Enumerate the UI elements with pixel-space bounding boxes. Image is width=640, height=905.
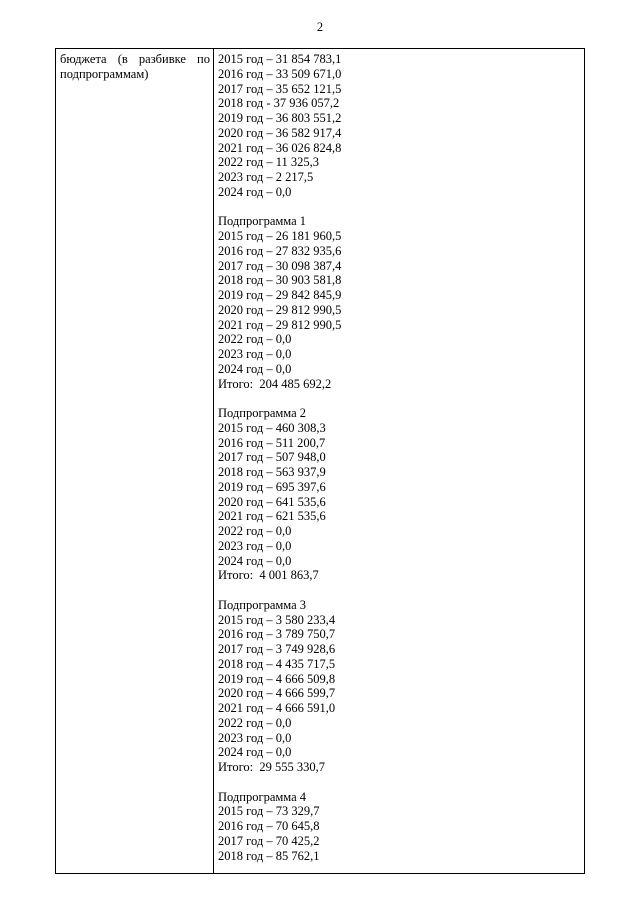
subprogram-total: Итого: 29 555 330,7 xyxy=(218,760,325,774)
section-spacer xyxy=(218,775,584,790)
subprogram-year-line: 2024 год – 0,0 xyxy=(218,361,292,376)
total-year-line: 2022 год – 11 325,3 xyxy=(218,155,319,170)
total-year-line: 2020 год – 36 582 917,4 xyxy=(218,125,342,140)
subprogram-year-line: 2015 год – 26 181 960,5 xyxy=(218,229,342,243)
budget-label-line-2: подпрограммам) xyxy=(60,66,149,81)
subprogram-title: Подпрограмма 3 xyxy=(218,597,307,612)
total-year-line: 2023 год – 2 217,5 xyxy=(218,170,314,184)
subprogram-title: Подпрограмма 2 xyxy=(218,406,307,420)
total-year-line: 2016 год – 33 509 671,0 xyxy=(218,66,342,81)
total-year-line: 2015 год – 31 854 783,1 xyxy=(218,52,342,66)
subprogram-year-line: 2021 год – 29 812 990,5 xyxy=(218,317,342,332)
subprogram-year-line: 2016 год – 70 645,8 xyxy=(218,819,320,833)
budget-values-cell xyxy=(214,49,584,873)
subprogram-year-line: 2016 год – 3 789 750,7 xyxy=(218,627,336,642)
subprogram-year-line: 2021 год – 4 666 591,0 xyxy=(218,701,336,715)
subprogram-year-line: 2018 год – 85 762,1 xyxy=(218,848,320,863)
subprogram-year-line: 2015 год – 3 580 233,4 xyxy=(218,612,336,627)
subprogram-year-line: 2024 год – 0,0 xyxy=(218,745,292,760)
subprogram-year-line: 2023 год – 0,0 xyxy=(218,730,292,745)
subprogram-year-line: 2020 год – 29 812 990,5 xyxy=(218,302,342,317)
subprogram-year-line: 2017 год – 507 948,0 xyxy=(218,450,326,465)
subprogram-year-line: 2015 год – 460 308,3 xyxy=(218,420,326,435)
total-year-line: 2021 год – 36 026 824,8 xyxy=(218,140,342,155)
subprogram-year-line: 2022 год – 0,0 xyxy=(218,332,292,347)
total-year-line: 2017 год – 35 652 121,5 xyxy=(218,81,342,96)
subprogram-year-line: 2020 год – 641 535,6 xyxy=(218,494,326,509)
subprogram-title: Подпрограмма 4 xyxy=(218,789,307,804)
section-spacer xyxy=(218,391,584,406)
section-spacer xyxy=(218,583,584,598)
subprogram-year-line: 2022 год – 0,0 xyxy=(218,524,292,538)
subprogram-year-line: 2016 год – 27 832 935,6 xyxy=(218,243,342,258)
subprogram-year-line: 2016 год – 511 200,7 xyxy=(218,435,326,450)
section-spacer xyxy=(218,200,584,215)
subprogram-total: Итого: 4 001 863,7 xyxy=(218,568,319,583)
total-year-line: 2024 год – 0,0 xyxy=(218,184,292,199)
budget-label-cell xyxy=(56,49,214,873)
subprogram-year-line: 2019 год – 695 397,6 xyxy=(218,479,326,494)
budget-label-line-1: бюджета (в разбивке по xyxy=(60,52,210,66)
subprogram-total: Итого: 204 485 692,2 xyxy=(218,376,332,391)
total-year-line: 2018 год - 37 936 057,2 xyxy=(218,96,340,111)
subprogram-title: Подпрограмма 1 xyxy=(218,214,307,229)
budget-table xyxy=(55,48,585,874)
subprogram-year-line: 2024 год – 0,0 xyxy=(218,553,292,568)
subprogram-year-line: 2022 год – 0,0 xyxy=(218,715,292,730)
subprogram-year-line: 2017 год – 30 098 387,4 xyxy=(218,258,342,273)
subprogram-year-line: 2015 год – 73 329,7 xyxy=(218,804,320,819)
subprogram-year-line: 2018 год – 30 903 581,8 xyxy=(218,273,342,288)
subprogram-year-line: 2017 год – 3 749 928,6 xyxy=(218,642,336,656)
subprogram-year-line: 2018 год – 563 937,9 xyxy=(218,465,326,479)
subprogram-year-line: 2017 год – 70 425,2 xyxy=(218,833,320,848)
subprogram-year-line: 2018 год – 4 435 717,5 xyxy=(218,656,336,671)
total-year-line: 2019 год – 36 803 551,2 xyxy=(218,111,342,125)
subprogram-year-line: 2019 год – 4 666 509,8 xyxy=(218,671,336,686)
subprogram-year-line: 2023 год – 0,0 xyxy=(218,538,292,553)
subprogram-year-line: 2020 год – 4 666 599,7 xyxy=(218,686,336,701)
page-number: 2 xyxy=(316,20,324,34)
subprogram-year-line: 2019 год – 29 842 845,9 xyxy=(218,288,342,302)
subprogram-year-line: 2023 год – 0,0 xyxy=(218,347,292,361)
subprogram-year-line: 2021 год – 621 535,6 xyxy=(218,509,326,524)
